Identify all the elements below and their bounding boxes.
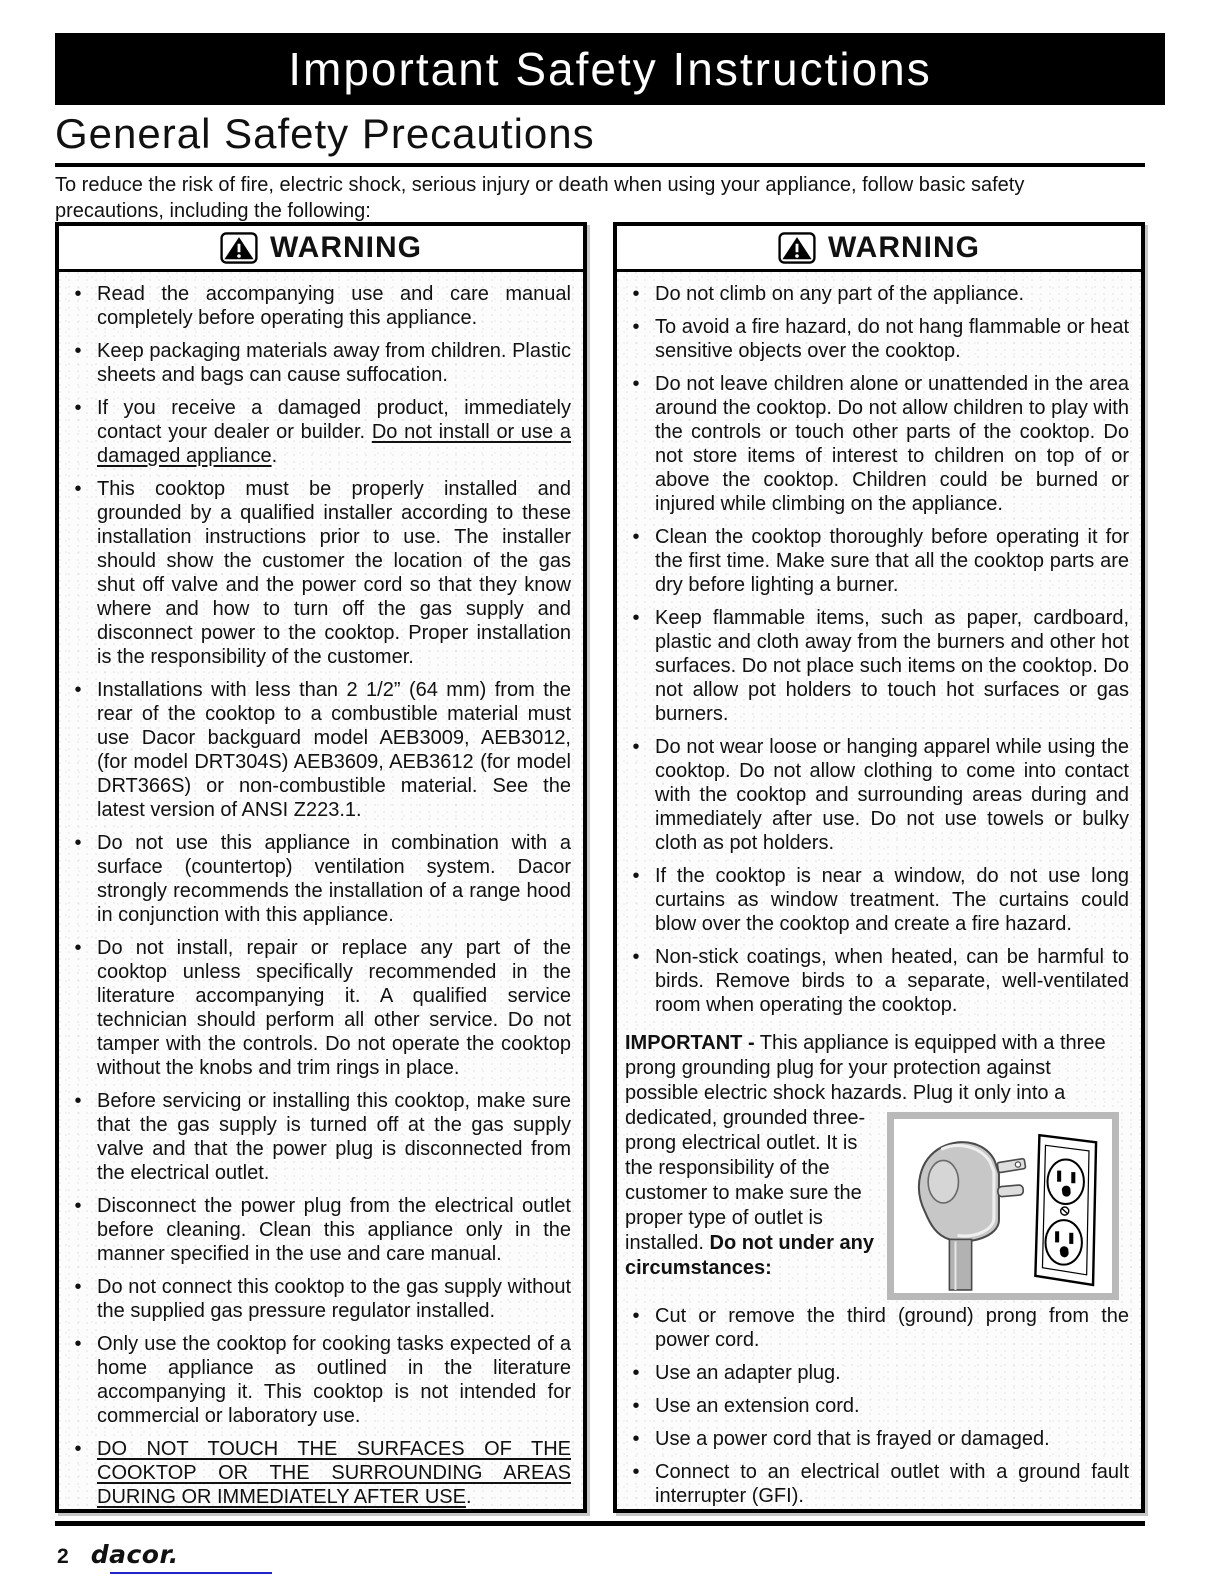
list-item: • If you receive a damaged product, immediately contact your dealer or builder. Do not install or use a damaged appliance. (59, 396, 571, 468)
bullet-marker (617, 1394, 655, 1418)
bullet-marker (617, 1460, 655, 1508)
list-item: • Keep flammable items, such as paper, cardboard, plastic and cloth away from the burners and other hot surfaces. Do not place such items on the cooktop. Do not allow pot holders to touch hot surfaces or gas burners. (617, 606, 1129, 726)
list-item: • Use an adapter plug. (617, 1361, 1129, 1385)
warning-triangle-icon (778, 232, 816, 264)
warning-label: WARNING (270, 230, 422, 264)
list-item: • Before servicing or installing this cooktop, make sure that the gas supply is turned off at the gas supply valve and that the power plug is disconnected from the electrical outlet. (59, 1089, 571, 1185)
underlined-warning-text: DO NOT TOUCH THE SURFACES OF THE COOKTOP OR THE SURROUNDING AREAS DURING OR IMMEDIATELY AFTER USE (97, 1438, 571, 1508)
bullet-marker (617, 735, 655, 855)
bullet-marker (59, 1089, 97, 1185)
bullet-marker (617, 1427, 655, 1451)
list-item: • Do not leave children alone or unattended in the area around the cooktop. Do not allow children to play with the controls or touch other parts of the cooktop. Do not store items of interest to children on top of or above the cooktop. Children could be burned or injured while climbing on the appliance. (617, 372, 1129, 516)
bullet-marker (59, 1194, 97, 1266)
footer-divider (55, 1521, 1145, 1526)
list-item: • This cooktop must be properly installed and grounded by a qualified installer according to these installation instructions prior to use. The installer should show the customer the location of the gas shut off valve and the power cord so that they know where and how to turn off the gas supply and disconnect power to the cooktop. Proper installation is the responsibility of the customer. (59, 477, 571, 669)
warning-box-right-body (617, 272, 1141, 1509)
section-heading: General Safety Precautions (55, 110, 1145, 167)
bullet-marker (59, 1437, 97, 1509)
list-item: • Clean the cooktop thoroughly before operating it for the first time. Make sure that all the cooktop parts are dry before lighting a burner. (617, 525, 1129, 597)
list-item: • Non-stick coatings, when heated, can be harmful to birds. Remove birds to a separate, well-ventilated room when operating the cooktop. (617, 945, 1129, 1017)
list-item: • Disconnect the power plug from the electrical outlet before cleaning. Clean this appliance only in the manner specified in the use and care manual. (59, 1194, 571, 1266)
bullet-marker (617, 315, 655, 363)
plug-icon (919, 1142, 1026, 1290)
list-item: • Keep packaging materials away from children. Plastic sheets and bags can cause suffocation. (59, 339, 571, 387)
list-item: • Connect to an electrical outlet with a ground fault interrupter (GFI). (617, 1460, 1129, 1508)
bullet-marker (617, 1361, 655, 1385)
intro-paragraph: To reduce the risk of fire, electric shock, serious injury or death when using your appliance, follow basic safety precautions, including the following: (55, 174, 1025, 222)
warning-label: WARNING (828, 230, 980, 264)
bullet-marker (617, 864, 655, 936)
list-item: • Read the accompanying use and care manual completely before operating this appliance. (59, 282, 571, 330)
list-item: • Do not install, repair or replace any part of the cooktop unless specifically recommended in the literature accompanying it. A qualified service technician should perform all other service. Do not tamper with the controls. Do not operate the cooktop without the knobs and trim rings in place. (59, 936, 571, 1080)
brand-logo: dacor. (90, 1540, 179, 1569)
bullet-marker (617, 606, 655, 726)
warning-box-left-body (59, 272, 583, 1509)
bullet-marker (59, 282, 97, 330)
warning-triangle-icon (220, 232, 258, 264)
page-number: 2 (57, 1545, 69, 1568)
bullet-marker (59, 396, 97, 468)
list-item: • Installations with less than 2 1/2” (64 mm) from the rear of the cooktop to a combustible material must use Dacor backguard model AEB3009, AEB3012, (for model DRT304S) AEB3609, AEB3612 (for model DRT366S) or non-combustible material. See the latest version of ANSI Z223.1. (59, 678, 571, 822)
list-item: • Do not wear loose or hanging apparel while using the cooktop. Do not allow clothing to come into contact with the cooktop and surrounding areas during and immediately after use. Do not use towels or bulky cloth as pot holders. (617, 735, 1129, 855)
important-bold-tail: Do not under any circumstances: (625, 1232, 874, 1279)
page-title: Important Safety Instructions (288, 43, 932, 95)
bullet-marker (617, 372, 655, 516)
underlined-warning-text: Do not install or use a damaged appliance (97, 421, 572, 467)
bullet-marker (617, 282, 655, 306)
list-item: • Do not connect this cooktop to the gas supply without the supplied gas pressure regulator installed. (59, 1275, 571, 1323)
bullet-marker (617, 945, 655, 1017)
bullet-marker (59, 477, 97, 669)
important-note: IMPORTANT - This appliance is equipped with a three prong grounding plug for your protection against possible electric shock hazards. Plug it only into a dedicated, grounded three-prong electrical outlet. It is the responsibility of the customer to make sure the proper type of outlet is installed. Do not under any circumstances: (625, 1031, 1119, 1281)
bullet-marker (59, 831, 97, 927)
link-underline-artifact (110, 1572, 272, 1574)
warning-columns (55, 222, 1145, 1513)
list-item: • If the cooktop is near a window, do not use long curtains as window treatment. The curtains could blow over the cooktop and create a fire hazard. (617, 864, 1129, 936)
warning-box-right-header (617, 226, 1141, 272)
bullet-marker (59, 678, 97, 822)
warning-box-right (613, 222, 1145, 1513)
page-footer (57, 1540, 179, 1569)
important-label: IMPORTANT - (625, 1032, 755, 1054)
page-title-bar (55, 33, 1165, 105)
outlet-icon (1035, 1135, 1096, 1285)
plug-outlet-figure (887, 1112, 1119, 1300)
bullet-marker (59, 936, 97, 1080)
list-item: • Use a power cord that is frayed or damaged. (617, 1427, 1129, 1451)
warning-box-left-header (59, 226, 583, 272)
list-item: • Cut or remove the third (ground) prong from the power cord. (617, 1304, 1129, 1352)
important-bullet-list (617, 1304, 1129, 1508)
list-item: • Use an extension cord. (617, 1394, 1129, 1418)
list-item: • To avoid a fire hazard, do not hang flammable or heat sensitive objects over the cooktop. (617, 315, 1129, 363)
list-item: • Do not use this appliance in combination with a surface (countertop) ventilation system. Dacor strongly recommends the installation of a range hood in conjunction with this appliance. (59, 831, 571, 927)
bullet-marker (59, 1332, 97, 1428)
bullet-marker (59, 1275, 97, 1323)
list-item: • Only use the cooktop for cooking tasks expected of a home appliance as outlined in the literature accompanying it. This cooktop is not intended for commercial or laboratory use. (59, 1332, 571, 1428)
list-item: • DO NOT TOUCH THE SURFACES OF THE COOKTOP OR THE SURROUNDING AREAS DURING OR IMMEDIATELY AFTER USE. (59, 1437, 571, 1509)
warning-box-left (55, 222, 587, 1513)
bullet-marker (59, 339, 97, 387)
bullet-marker (617, 525, 655, 597)
bullet-marker (617, 1304, 655, 1352)
list-item: • Do not climb on any part of the appliance. (617, 282, 1129, 306)
